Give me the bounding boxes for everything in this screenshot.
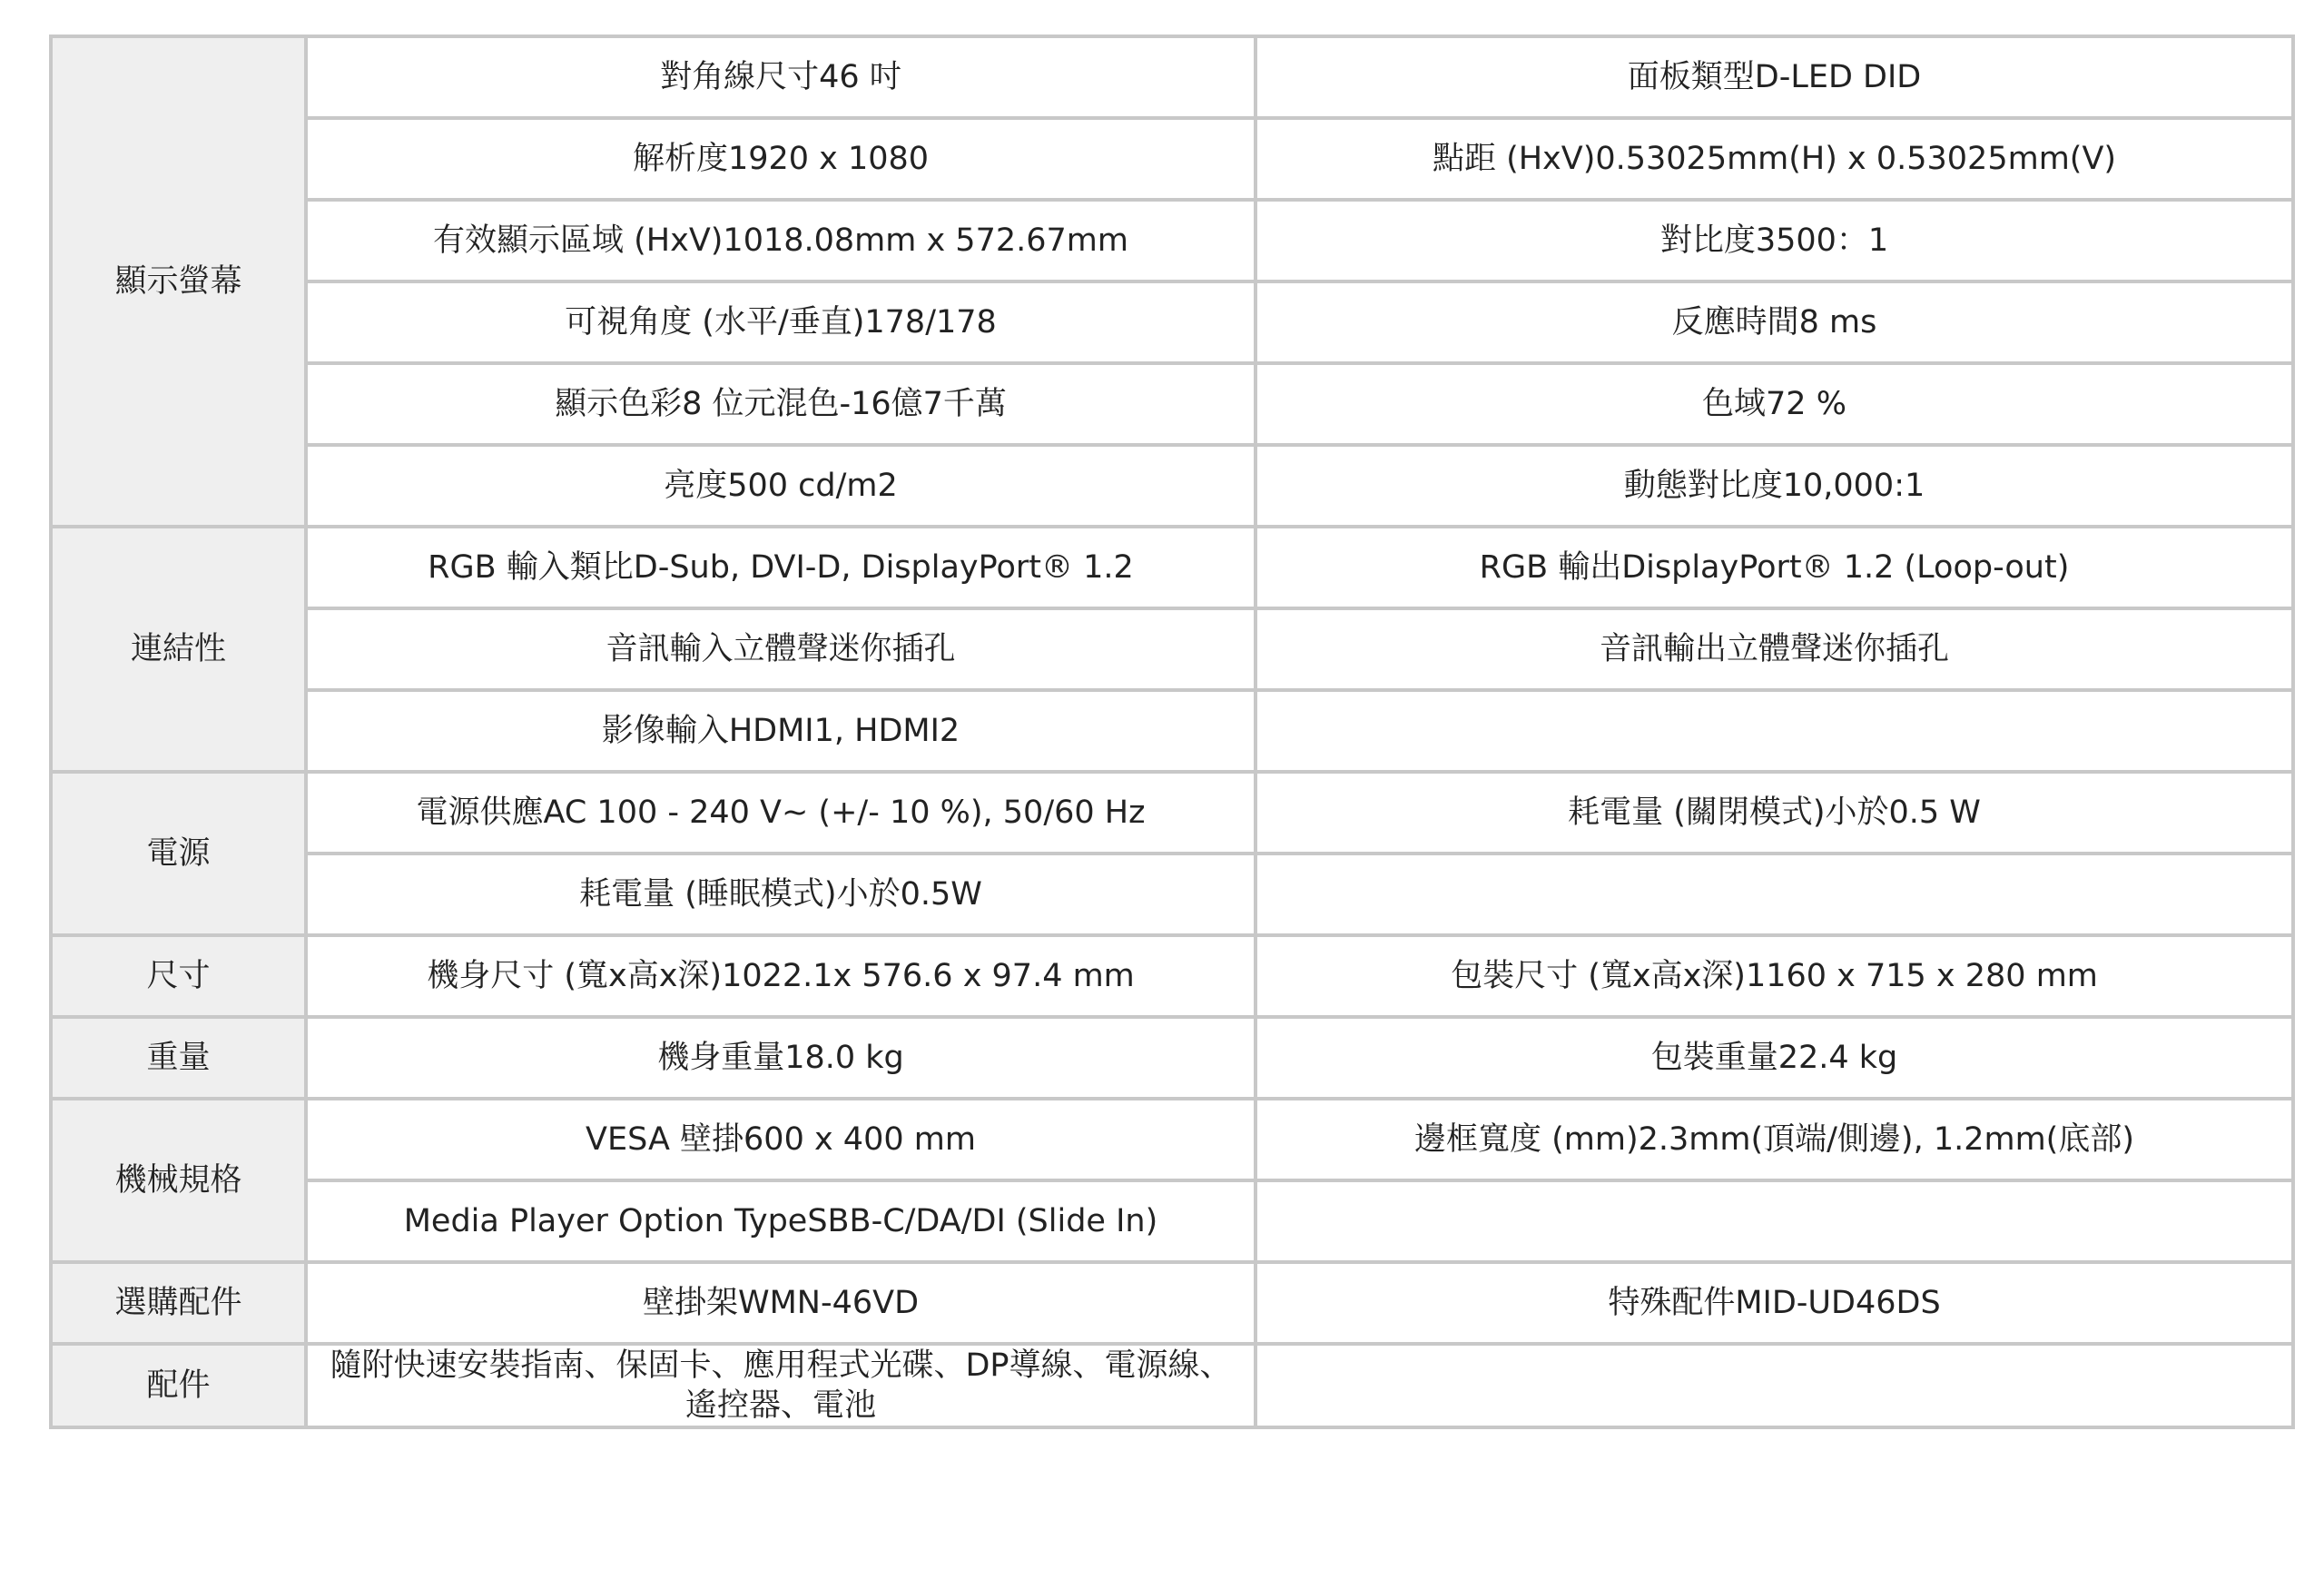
table-row (51, 363, 2293, 445)
table-row (51, 200, 2293, 281)
category-power: 電源 (51, 772, 306, 935)
spec-included-accessories: 隨附快速安裝指南、保固卡、應用程式光碟、DP導線、電源線、遙控器、電池 (306, 1344, 1256, 1427)
table-row (51, 935, 2293, 1017)
spec-audio-output: 音訊輸出立體聲迷你插孔 (1256, 608, 2293, 690)
table-row (51, 772, 2293, 854)
spec-response-time: 反應時間8 ms (1256, 281, 2293, 363)
spec-viewing-angle: 可視角度 (水平/垂直)178/178 (306, 281, 1256, 363)
table-row (51, 1262, 2293, 1344)
spec-video-input: 影像輸入HDMI1, HDMI2 (306, 690, 1256, 772)
spec-wall-mount-bracket: 壁掛架WMN-46VD (306, 1262, 1256, 1344)
spec-panel-type: 面板類型D-LED DID (1256, 36, 2293, 118)
spec-power-off-mode: 耗電量 (關閉模式)小於0.5 W (1256, 772, 2293, 854)
spec-resolution: 解析度1920 x 1080 (306, 118, 1256, 200)
category-weight: 重量 (51, 1017, 306, 1099)
spec-bezel-width: 邊框寬度 (mm)2.3mm(頂端/側邊), 1.2mm(底部) (1256, 1099, 2293, 1180)
spec-empty-cell (1256, 854, 2293, 935)
spec-rgb-output: RGB 輸出DisplayPort® 1.2 (Loop-out) (1256, 527, 2293, 608)
category-mechanical: 機械規格 (51, 1099, 306, 1262)
spec-contrast-ratio: 對比度3500：1 (1256, 200, 2293, 281)
table-row (51, 1344, 2293, 1427)
spec-active-area: 有效顯示區域 (HxV)1018.08mm x 572.67mm (306, 200, 1256, 281)
spec-empty-cell (1256, 690, 2293, 772)
spec-dynamic-contrast: 動態對比度10,000:1 (1256, 445, 2293, 527)
spec-audio-input: 音訊輸入立體聲迷你插孔 (306, 608, 1256, 690)
category-dimensions: 尺寸 (51, 935, 306, 1017)
spec-package-weight: 包裝重量22.4 kg (1256, 1017, 2293, 1099)
table-row (51, 1180, 2293, 1262)
spec-display-colors: 顯示色彩8 位元混色-16億7千萬 (306, 363, 1256, 445)
category-optional-accessories: 選購配件 (51, 1262, 306, 1344)
spec-empty-cell (1256, 1344, 2293, 1427)
table-row (51, 854, 2293, 935)
spec-rgb-input: RGB 輸入類比D-Sub, DVI-D, DisplayPort® 1.2 (306, 527, 1256, 608)
spec-body-dimensions: 機身尺寸 (寬x高x深)1022.1x 576.6 x 97.4 mm (306, 935, 1256, 1017)
spec-power-sleep-mode: 耗電量 (睡眠模式)小於0.5W (306, 854, 1256, 935)
table-row (51, 36, 2293, 118)
table-row (51, 445, 2293, 527)
spec-empty-cell (1256, 1180, 2293, 1262)
table-row (51, 118, 2293, 200)
spec-table (49, 35, 2295, 1429)
category-display: 顯示螢幕 (51, 36, 306, 527)
spec-package-dimensions: 包裝尺寸 (寬x高x深)1160 x 715 x 280 mm (1256, 935, 2293, 1017)
spec-vesa-mount: VESA 壁掛600 x 400 mm (306, 1099, 1256, 1180)
table-row (51, 608, 2293, 690)
spec-color-gamut: 色域72 % (1256, 363, 2293, 445)
category-accessories: 配件 (51, 1344, 306, 1427)
table-row (51, 281, 2293, 363)
table-row (51, 1099, 2293, 1180)
spec-media-player-option: Media Player Option TypeSBB-C/DA/DI (Slide In) (306, 1180, 1256, 1262)
spec-pixel-pitch: 點距 (HxV)0.53025mm(H) x 0.53025mm(V) (1256, 118, 2293, 200)
spec-diagonal-size: 對角線尺寸46 吋 (306, 36, 1256, 118)
category-connectivity: 連結性 (51, 527, 306, 772)
spec-special-accessory: 特殊配件MID-UD46DS (1256, 1262, 2293, 1344)
table-row (51, 527, 2293, 608)
spec-power-supply: 電源供應AC 100 - 240 V~ (+/- 10 %), 50/60 Hz (306, 772, 1256, 854)
spec-body-weight: 機身重量18.0 kg (306, 1017, 1256, 1099)
spec-brightness: 亮度500 cd/m2 (306, 445, 1256, 527)
table-row (51, 690, 2293, 772)
table-row (51, 1017, 2293, 1099)
